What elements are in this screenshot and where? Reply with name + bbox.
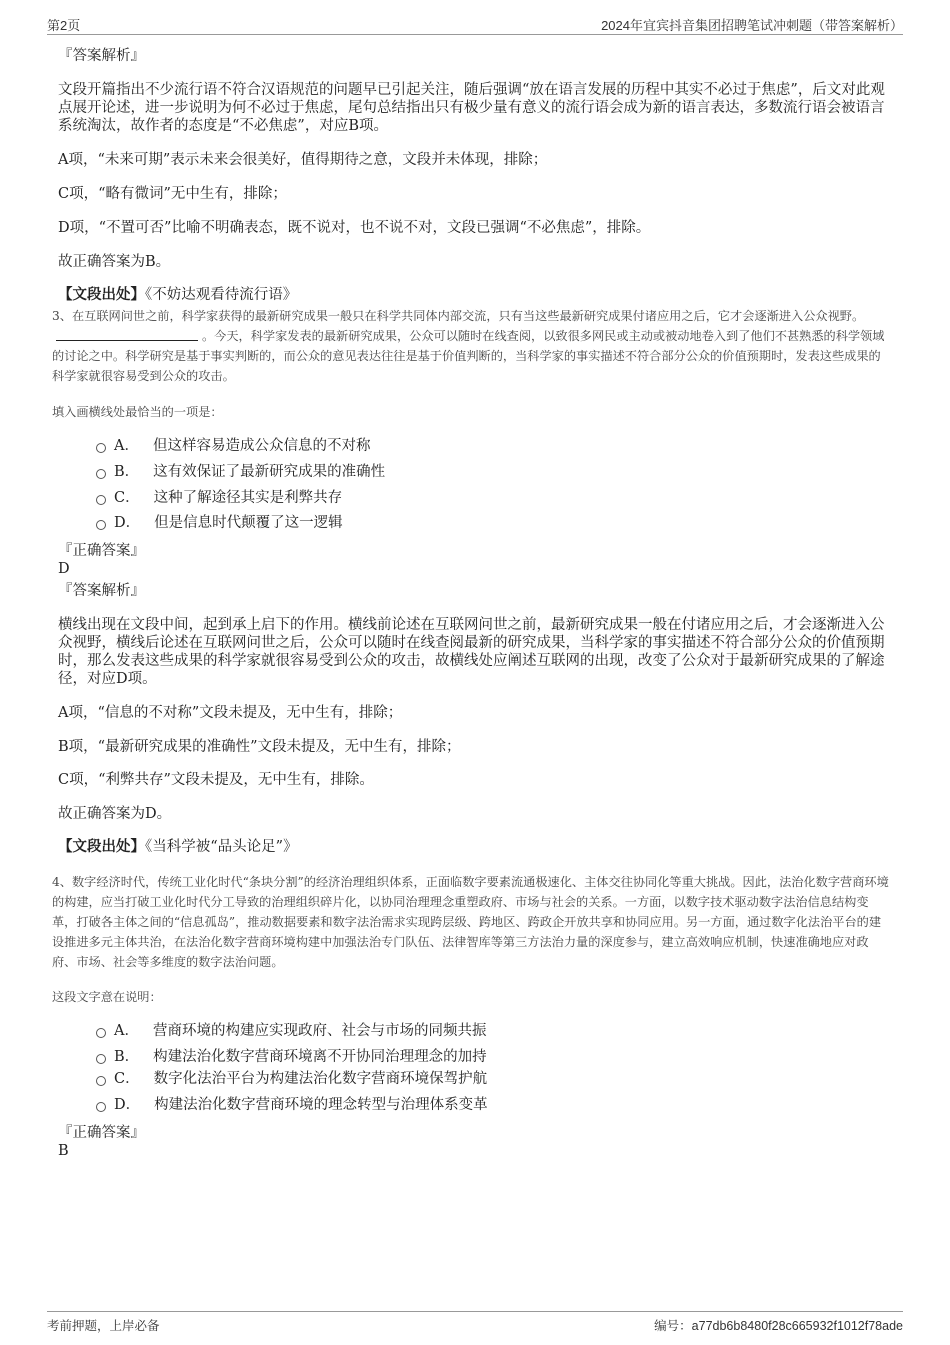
option-text: 营商环境的构建应实现政府、社会与市场的同频共振 <box>152 1023 487 1039</box>
q3-analysis-text: 横线出现在文段中间，起到承上启下的作用。横线前论述在互联网问世之前，最新研究成果一般在付诸应用之后，才会逐渐进入公众视野，横线后论述在互联网问世之后，公众可以随时在线查阅最新的研究成果，当科学家的事实描述不符合部分公众的价值预期时，那么发表这些成果的科学家就很容易受到公众的攻击，故横线处应阐述互联网的出现，改变了公众对于最新研究成果的了解途径，对应D项。 <box>58 617 885 687</box>
q2-analysis-text: 文段开篇指出不少流行语不符合汉语规范的问题早已引起关注，随后强调“放在语言发展的历程中其实不必过于焦虑”，后文对此观点展开论述，进一步说明为何不必过于焦虑，尾句总结指出只有极少量有意义的流行语会成为新的语言表达，多数流行语会被语言系统淘汰，故作者的态度是“不必焦虑”，对应B项。 <box>58 82 885 134</box>
q4-option-c[interactable] <box>96 1070 487 1088</box>
q3-option-b[interactable] <box>96 463 385 481</box>
q3-question-text <box>52 306 892 386</box>
option-text: 构建法治化数字营商环境的理念转型与治理体系变革 <box>154 1097 488 1113</box>
option-text: 这有效保证了最新研究成果的准确性 <box>153 464 386 480</box>
document-title: 2024年宜宾抖音集团招聘笔试冲刺题（带答案解析） <box>601 18 903 33</box>
q3-answer-label: 『正确答案』 <box>58 543 145 559</box>
q3-source-label: 【文段出处】 <box>58 838 145 855</box>
option-letter: C． <box>114 1071 140 1087</box>
q2-conclusion: 故正确答案为B。 <box>58 254 171 270</box>
radio-icon[interactable] <box>96 443 106 453</box>
q4-question-text: 4、数字经济时代，传统工业化时代“条块分割”的经济治理组织体系，正面临数字要素流通极速化、主体交往协同化等重大挑战。因此，法治化数字营商环境的构建，应当打破工业化时代分工导致的治理组织碎片化，以协同治理理念重塑政府、市场与社会的关系。一方面，以数字技术驱动数字法治信息结构变革，打破各主体之间的“信息孤岛”，推动数据要素和数字法治需求实现跨层级、跨地区、跨政企开放共享和协同应用。另一方面，通过数字化法治平台的建设推进多元主体共治，在法治化数字营商环境构建中加强法治专门队伍、法律智库等第三方法治力量的深度参与，建立高效响应机制，快速准确地应对政府、市场、社会等多维度的数字法治问题。 <box>52 875 889 969</box>
q4-prompt: 这段文字意在说明： <box>52 990 162 1004</box>
q2-source-title: 《不妨达观看待流行语》 <box>145 287 298 303</box>
q3-option-d[interactable] <box>96 514 343 532</box>
radio-icon[interactable] <box>96 469 106 479</box>
q3-text-part2: 。今天，科学家发表的最新研究成果，公众可以随时在线查阅，以致很多网民或主动或被动地卷入到了他们不甚熟悉的科学领域的讨论之中。科学研究是基于事实判断的，而公众的意见表达往往是基于价值判断的，当科学家的事实描述不符合部分公众的价值预期时，发表这些成果的科学家就很容易受到公众的攻击。 <box>52 329 885 383</box>
option-letter: A． <box>114 438 139 454</box>
radio-icon[interactable] <box>96 1076 106 1086</box>
option-letter: B． <box>114 464 140 480</box>
radio-icon[interactable] <box>96 1102 106 1112</box>
q2-source-label: 【文段出处】 <box>58 286 145 303</box>
radio-icon[interactable] <box>96 1028 106 1038</box>
q3-analysis-label: 『答案解析』 <box>58 583 145 599</box>
q3-option-b-note: B项，“最新研究成果的准确性”文段未提及，无中生有，排除； <box>58 739 461 755</box>
q3-conclusion: 故正确答案为D。 <box>58 806 172 822</box>
q3-option-a[interactable] <box>96 437 370 455</box>
q3-option-c-note: C项，“利弊共存”文段未提及，无中生有，排除。 <box>58 772 374 788</box>
q3-fill-blank <box>56 328 198 341</box>
option-text: 构建法治化数字营商环境离不开协同治理理念的加持 <box>153 1049 487 1065</box>
q3-source-title: 《当科学被“品头论足”》 <box>145 839 298 855</box>
q3-prompt: 填入画横线处最恰当的一项是： <box>52 405 223 419</box>
q3-text-part1: 3、在互联网问世之前，科学家获得的最新研究成果一般只在科学共同体内部交流，只有当这些最新研究成果付诸应用之后，它才会逐渐进入公众视野。 <box>52 309 865 323</box>
option-text: 数字化法治平台为构建法治化数字营商环境保驾护航 <box>153 1071 488 1087</box>
q2-option-a-note: A项，“未来可期”表示未来会很美好，值得期待之意，文段并未体现，排除； <box>58 152 548 168</box>
q4-answer: B <box>58 1143 69 1159</box>
q2-option-d-note: D项，“不置可否”比喻不明确表态，既不说对，也不说不对，文段已强调“不必焦虑”，排除。 <box>58 220 651 236</box>
radio-icon[interactable] <box>96 1054 106 1064</box>
q3-answer: D <box>58 561 70 577</box>
option-letter: D． <box>114 1097 141 1113</box>
q3-option-c[interactable] <box>96 489 342 507</box>
option-text: 这种了解途径其实是利弊共存 <box>153 490 343 506</box>
option-letter: D． <box>114 515 141 531</box>
option-letter: C． <box>114 490 140 506</box>
document-id: 编号：a77db6b8480f28c665932f1012f78ade <box>654 1319 903 1333</box>
q4-option-a[interactable] <box>96 1022 486 1040</box>
option-text: 但是信息时代颠覆了这一逻辑 <box>154 515 343 531</box>
page-number: 第2页 <box>47 18 81 33</box>
radio-icon[interactable] <box>96 520 106 530</box>
footer-slogan: 考前押题，上岸必备 <box>47 1319 160 1333</box>
option-letter: A． <box>114 1023 139 1039</box>
q2-analysis-label: 『答案解析』 <box>58 48 145 64</box>
q4-option-d[interactable] <box>96 1096 488 1114</box>
q4-option-b[interactable] <box>96 1048 487 1066</box>
q2-source <box>58 286 892 304</box>
page-header <box>47 14 903 35</box>
page-footer <box>47 1311 903 1334</box>
q3-option-a-note: A项，“信息的不对称”文段未提及，无中生有，排除； <box>58 705 403 721</box>
q3-source <box>58 838 892 856</box>
radio-icon[interactable] <box>96 495 106 505</box>
option-text: 但这样容易造成公众信息的不对称 <box>152 438 371 454</box>
q4-answer-label: 『正确答案』 <box>58 1125 145 1141</box>
q2-option-c-note: C项，“略有微词”无中生有，排除； <box>58 186 287 202</box>
option-letter: B． <box>114 1049 140 1065</box>
